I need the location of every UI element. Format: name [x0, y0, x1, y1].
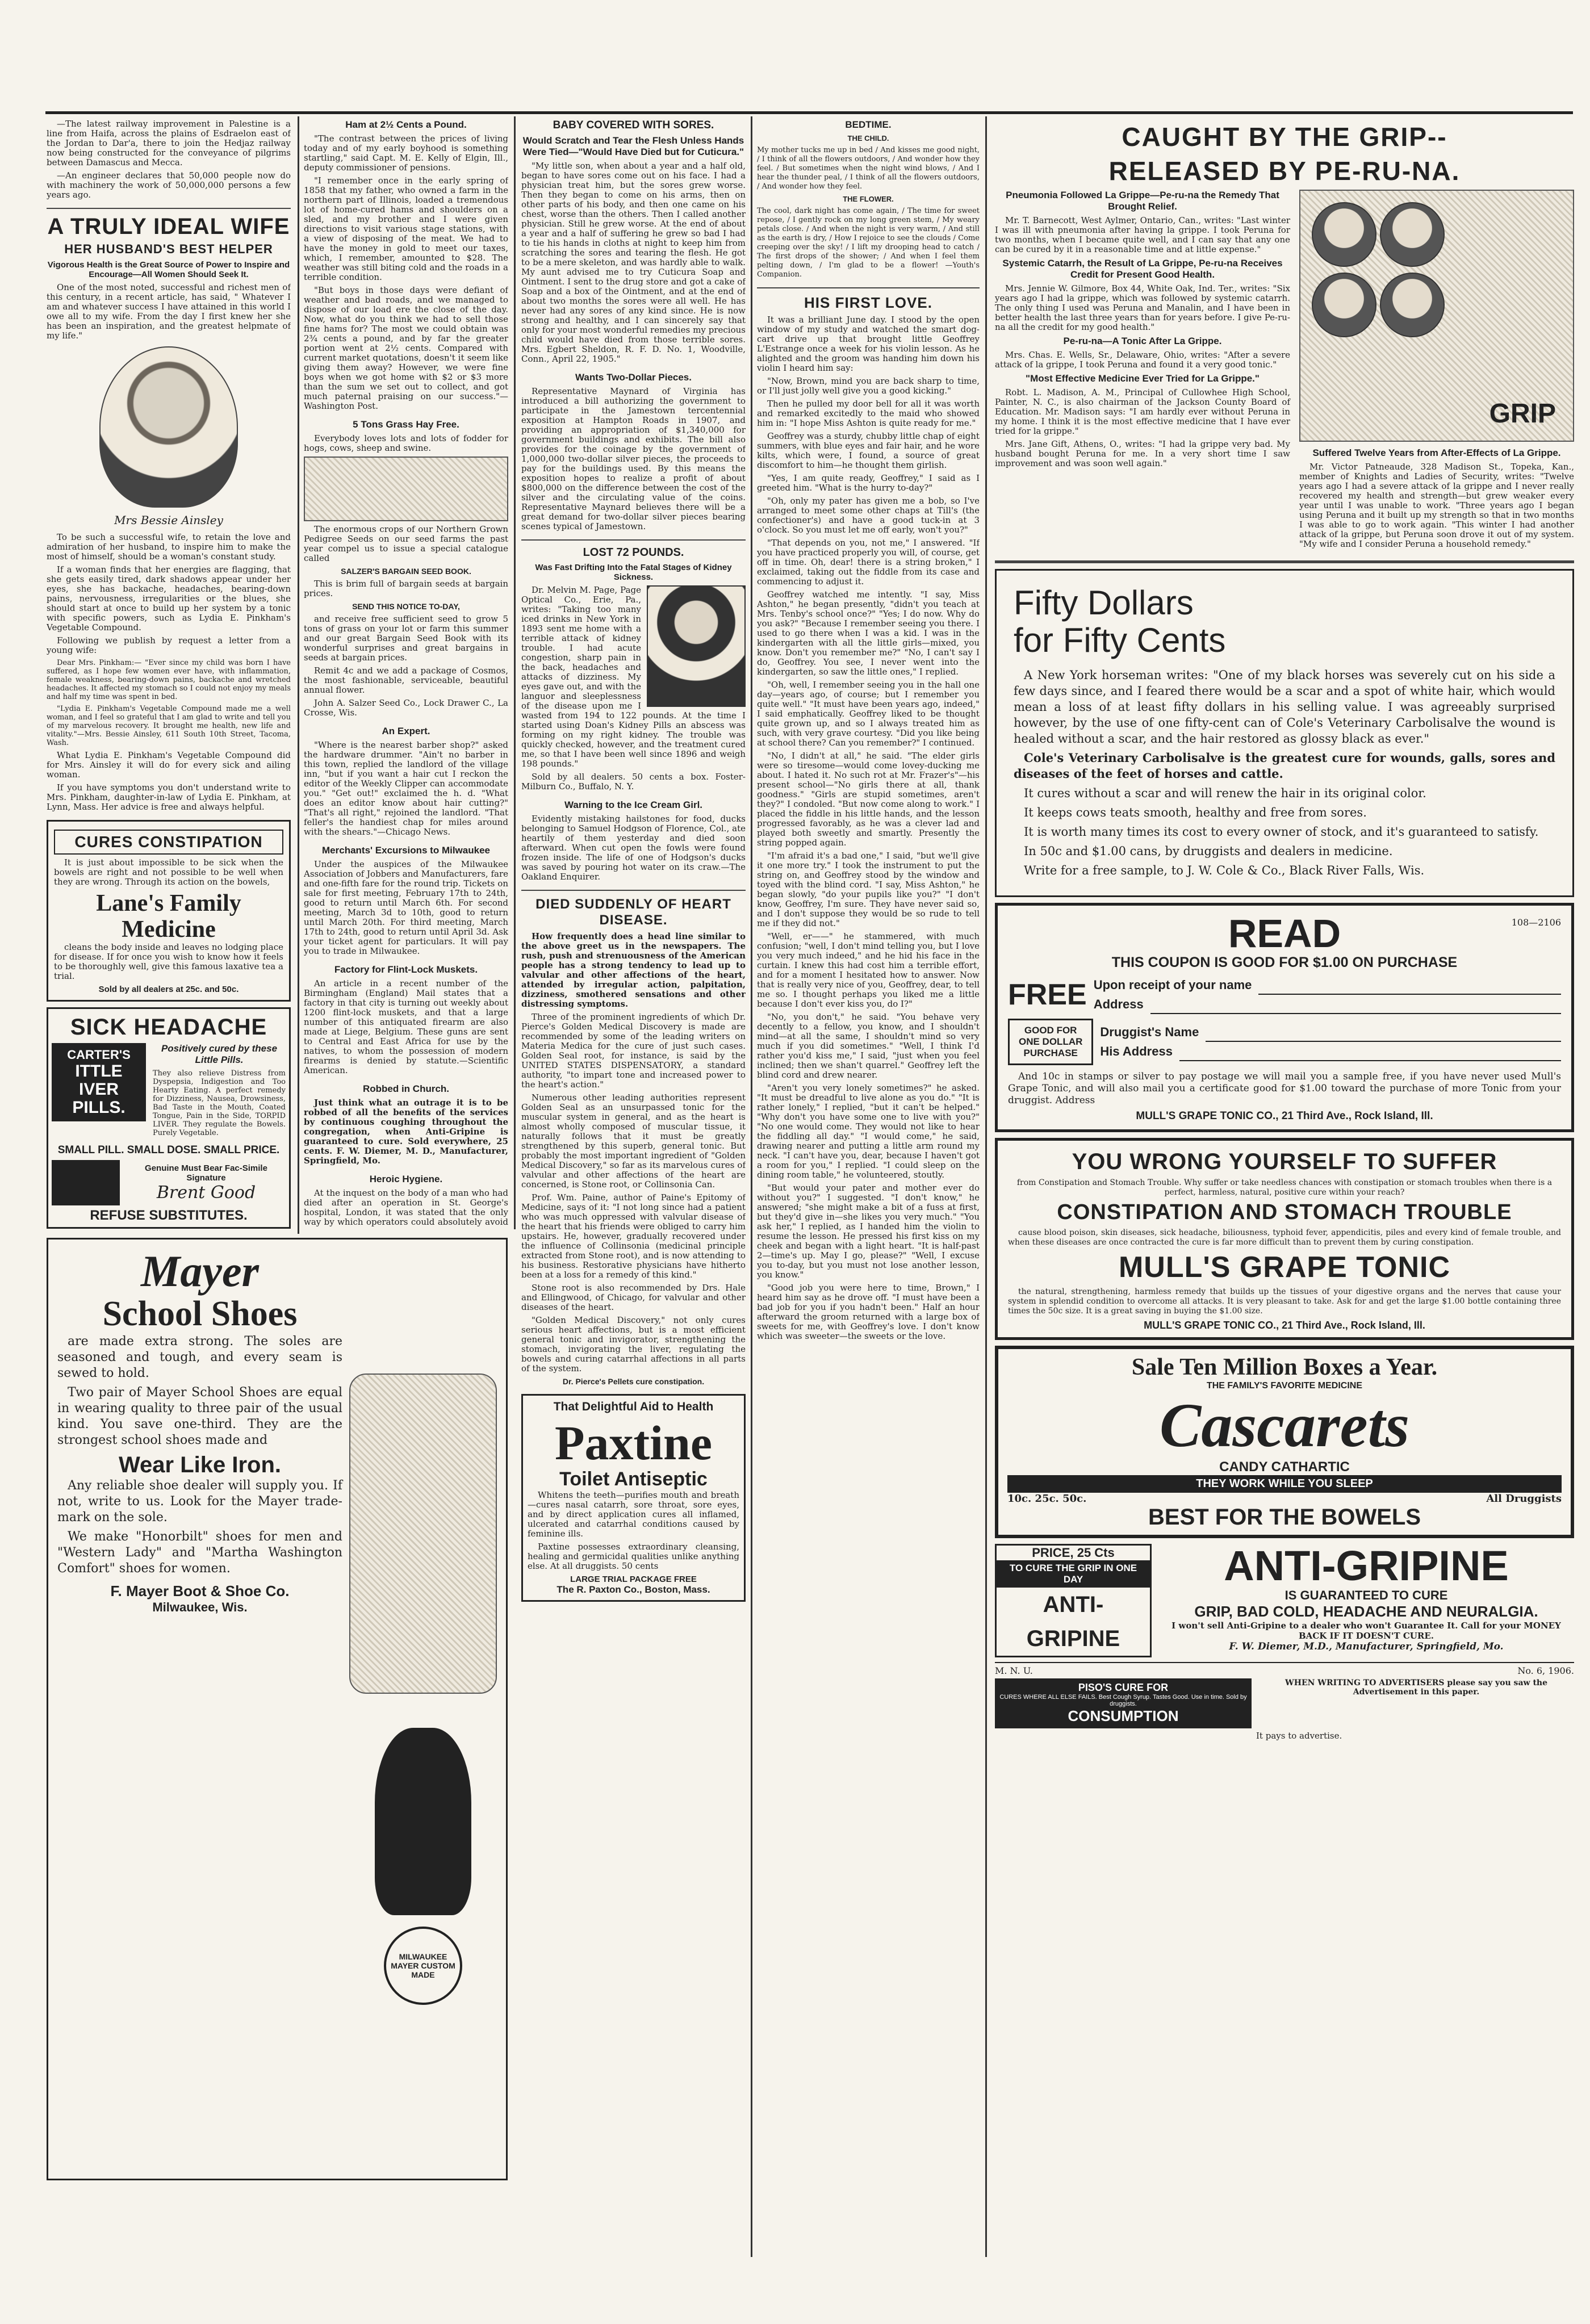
price-text: 10c. 25c. 50c.	[1007, 1493, 1087, 1505]
ad-text: Mr. T. Barnecott, West Aylmer, Ontario, Can., writes: "Last winter I was ill with pneumonia after having la grippe. I took Peruna for two months, when I became quite well, and I can say that any one can be cured by it in a reasonable time and at little expense."	[995, 215, 1290, 254]
poem-title: BEDTIME.	[845, 119, 892, 130]
brand-name: ANTI-GRIPINE	[1026, 1592, 1120, 1651]
divider	[757, 287, 980, 288]
ad-text: And 10c in stamps or silver to pay postage we will mail you a sample free, if you have never used Mull's Grape Tonic, and will also mail you a certificate good for $1.00 toward the purchase of more Tonic from your druggist. Address	[1008, 1071, 1561, 1106]
divider	[995, 560, 1574, 563]
druggist-address-field[interactable]	[1179, 1042, 1561, 1061]
ad-text: Mrs. Jennie W. Gilmore, Box 44, White Oak, Ind. Ter., writes: "Six years ago I had la grippe, which was followed by systemic catarrh. The only thing I used was Peruna and Manalin, and I have been in better health the last three years than for years before. I give Pe-ru-na all the credit for my good health."	[995, 283, 1290, 332]
ad-text: "Lydia E. Pinkham's Vegetable Compound made me a well woman, and I feel so grateful that I am glad to write and tell you of my marvelous recovery. It brought me health, new life and vitality."—Mrs. Bessie Ainsley, 611 South 10th Street, Tacoma, Wash.	[47, 705, 291, 747]
ad-headline: RELEASED BY PE-RU-NA.	[1108, 156, 1461, 186]
ad-tagline: Wear Like Iron.	[118, 1452, 281, 1477]
ad-tagline: LARGE TRIAL PACKAGE FREE	[570, 1575, 697, 1584]
ad-subheadline: Pe-ru-na—A Tonic After La Grippe.	[1063, 336, 1222, 346]
mayer-seal: MILWAUKEE MAYER CUSTOM MADE	[384, 1927, 462, 2005]
ad-text: In 50c and $1.00 cans, by druggists and dealers in medicine.	[1024, 844, 1393, 858]
signature: Brent Good	[156, 1182, 256, 1203]
story-text: "Oh, only my pater has given me a bob, so I've arranged to meet some other chaps at Till's (the confectioner's) and have a good tuck-in at 3 o'clock. So you must let me off early, won't you?"	[757, 496, 980, 535]
ad-text: This is brim full of bargain seeds at bargain prices.	[304, 579, 508, 598]
ad-cascarets	[995, 1346, 1574, 1538]
article-two-dollar	[521, 372, 746, 531]
ad-headline: SICK HEADACHE	[70, 1015, 267, 1040]
ad-headline: ANTI-GRIPINE	[1224, 1542, 1509, 1589]
children-illustration	[349, 1374, 497, 1694]
article-headline: Ham at 2½ Cents a Pound.	[345, 119, 467, 130]
ad-deck: Vigorous Health is the Great Source of Power to Inspire and Encourage—All Women Should Seek It.	[47, 260, 290, 279]
ad-peruna	[995, 122, 1574, 552]
address-field[interactable]	[1150, 995, 1561, 1014]
story-text: "No, I didn't at all," he said. "The elder girls were so tiresome—would come lovey-ducking me about. I hated it. No such rot at Mr. Frazer's"—his present school—"No girls there at all, thank goodness." "Girls are stupid sometimes, aren't they?" I condoled. "But now come along to work." I placed the fiddle in his little hands, and the lesson progressed favorably, as he was a clever lad and played both sweetly and smartly. Presently the string popped again.	[757, 751, 980, 848]
ad-headline: READ	[1228, 911, 1341, 956]
ad-headline: A TRULY IDEAL WIFE	[47, 214, 290, 239]
hay-field-illustration	[304, 457, 508, 521]
story-text: "Aren't you very lonely sometimes?" he asked. "It must be dreadful to live alone as you do." "It is rather lonely," I replied, "but it can't be helped." "Why don't you have some one to live with you?" "No one would come. They would not like to hear the fiddling all day." "I would come," he said, drawing nearer and putting a little arm round my neck. "I can't have you, dear, because I haven't got a room for you," I replied. "I could sleep on the dining room table," he volunteered, stoutly.	[757, 1083, 980, 1180]
ad-headline: BABY COVERED WITH SORES.	[553, 119, 714, 131]
field-label: Druggist's Name	[1100, 1025, 1199, 1039]
ad-text: Sold by all dealers. 50 cents a box. Foster-Milburn Co., Buffalo, N. Y.	[521, 772, 746, 792]
column-rule	[298, 116, 299, 1234]
anti-gripine-box	[995, 1544, 1152, 1657]
ad-pinkham	[47, 215, 291, 812]
poem-text: The cool, dark night has come again, / The time for sweet repose, / I gently rock on my long green stem, / My weary petals close. / And when the night is very warm, / And still as the earth is dry, / How I rejoice to see the clouds / Come creeping over the sky! / I lift my drooping head to catch / The first drops of the shower; / And when I feel them pelting down, / I'm glad to be a flower! —Youth's Companion.	[757, 207, 980, 279]
article-headline: Factory for Flint-Lock Muskets.	[334, 964, 478, 975]
coupon-code: 108—2106	[1511, 917, 1561, 928]
ad-text: They also relieve Distress from Dyspepsia, Indigestion and Too Hearty Eating. A perfect remedy for Dizziness, Nausea, Drowsiness, Bad Taste in the Mouth, Coated Tongue, Pain in the Side, TORPID LIVER. They regulate the Bowels. Purely Vegetable.	[153, 1069, 286, 1137]
column-1	[47, 119, 291, 1232]
story-text: "But would your pater and mother ever do without you?" I suggested. "I don't know," he answered; "she might make a bit of a fuss at first, but they'd give in—she likes you very much." "You ask her," I replied, as I handed him the violin to resume the lesson. He pressed his first kiss on my cheek and began with a light heart. "It is half-past 2—time's up. May I go, please?" "Well, I excuse you to-day, but you must not lose another lesson, you know."	[757, 1183, 980, 1280]
portrait-illustration	[1312, 202, 1376, 267]
ad-piso-cure	[995, 1678, 1574, 1728]
company-name: MULL'S GRAPE TONIC CO., 21 Third Ave., Rock Island, Ill.	[1144, 1320, 1425, 1331]
story-text: "That depends on you, not me," I answered. "If you have practiced properly you will, of course, get off in time. Oh, dear! there is a string broken," I exclaimed, taking out the fiddle from its case and commencing to adjust it.	[757, 538, 980, 587]
ad-text: If you have symptoms you don't understand write to Mrs. Pinkham, daughter-in-law of Lydia E. Pinkham, at Lynn, Mass. Her advice is free and always helpful.	[47, 782, 291, 812]
portrait-illustration	[647, 585, 746, 707]
ad-headline: Sale Ten Million Boxes a Year.	[1131, 1354, 1438, 1380]
article-headline: Heroic Hygiene.	[369, 1174, 443, 1184]
portraits-group	[1312, 202, 1442, 337]
poem-bedtime	[757, 119, 980, 279]
ad-headline: LOST 72 POUNDS.	[583, 546, 684, 559]
ad-subheadline: SALZER'S BARGAIN SEED BOOK.	[341, 567, 471, 576]
brief-text: —An engineer declares that 50,000 people now do with machinery the work of 50,000,000 persons a few years ago.	[47, 170, 291, 200]
piso-logo	[995, 1678, 1252, 1728]
brand-name: Cascarets	[1160, 1391, 1409, 1460]
free-label: FREE	[1008, 978, 1087, 1011]
article-text: Under the auspices of the Milwaukee Association of Jobbers and Manufacturers, fare and one-fifth fare for the round trip. Tickets on sale for first meeting, February 17th to 24th, good to return until March 6th. For second meeting, March 3d to 10th, good to return until March 20th. For third meeting, March 17th to 24th, good to return until April 3d. Ask your ticket agent for particulars. It will pay you to trade in Milwaukee.	[304, 859, 508, 956]
coupon-text: ONE DOLLAR	[1019, 1036, 1083, 1047]
ad-read-coupon	[995, 903, 1574, 1132]
logo-text: CONSUMPTION	[1068, 1707, 1179, 1724]
ad-text: Cole's Veterinary Carbolisalve is the greatest cure for wounds, galls, sores and diseases of the feet of horses and cattle.	[1014, 751, 1555, 781]
article-palestine-railway	[47, 119, 291, 200]
story-text: "I'm afraid it's a bad one," I said, "but we'll give it one more try." I took the instrument to put the string on, and Geoffrey stood by the window and toyed with the blind cord. "I say, Miss Ashton," he began slowly, "do your pupils like you?" "I don't know, Geoffrey, I'm sure. They have never said so, and I don't suppose they would be so rude to tell me if they did not."	[757, 851, 980, 928]
column-rule	[751, 116, 752, 2257]
ad-text: It cures without a scar and will renew the hair in its original color.	[1024, 786, 1426, 800]
ad-text: The enormous crops of our Northern Grown Pedigree Seeds on our seed farms the past year compel us to issue a special catalogue called	[304, 524, 508, 563]
ad-text: Dr. Melvin M. Page, Page Optical Co., Erie, Pa., writes: "Taking too many iced drinks in New York in 1893 sent me home with a terrible attack of kidney trouble. I had acute congestion, sharp pain in the back, headaches and attacks of dizziness. My eyes gave out, and with the languor and sleeplessness of the disease upon me I wasted from 194 to 122 pounds. At the time I started using Doan's Kidney Pills an abscess was forming on my right kidney. The trouble was quickly checked, however, and the treatment cured me, so that I have been well since 1896 and weigh 198 pounds."	[521, 585, 746, 769]
ad-headline: CAUGHT BY THE GRIP--	[1122, 122, 1447, 152]
paper-code: M. N. U.	[995, 1665, 1033, 1676]
ad-text: Mrs. Jane Gift, Athens, O., writes: "I had la grippe very bad. My husband bought Peruna for me. In a very short time I saw improvement and was soon well again."	[995, 439, 1290, 468]
name-field[interactable]	[1258, 975, 1561, 995]
druggist-name-field[interactable]	[1206, 1023, 1561, 1042]
ad-text: It is just about impossible to be sick when the bowels are right and not possible to be well when they are wrong. Through its action on the bowels,	[54, 857, 283, 887]
ad-tagline: BEST FOR THE BOWELS	[1148, 1505, 1421, 1530]
ad-text: I won't sell Anti-Gripine to a dealer who won't Guarantee It. Call for your MONEY BACK IF IT DOESN'T CURE.	[1171, 1620, 1561, 1641]
ad-text: John A. Salzer Seed Co., Lock Drawer C., La Crosse, Wis.	[304, 698, 508, 718]
column-rule	[514, 116, 516, 1229]
boot-icon	[375, 1728, 471, 1915]
ad-text: WHEN WRITING TO ADVERTISERS please say you saw the Advertisement in this paper.	[1285, 1678, 1547, 1697]
carters-logo	[52, 1043, 146, 1121]
ad-text: What Lydia E. Pinkham's Vegetable Compound did for Mrs. Ainsley it will do for every sick and ailing woman.	[47, 750, 291, 780]
poem-text: My mother tucks me up in bed / And kisses me good night, / I think of all the flowers outdoors, / And wonder how they feel. / But sometimes when the night wind blows, / And I hear the thunder peal, / I think of all the flowers outdoors, / And wonder how they feel.	[757, 146, 980, 191]
ad-tagline: THEY WORK WHILE YOU SLEEP	[1007, 1475, 1562, 1493]
ad-tagline: THE FAMILY'S FAVORITE MEDICINE	[1206, 1381, 1363, 1391]
coupon-text: PURCHASE	[1023, 1048, 1078, 1058]
article-text: "I remember once in the early spring of 1858 that my father, who owned a farm in the northern part of Illinois, loaded a tremendous lot of home-cured hams and shoulders on a sled, and my brother and I were given directions to visit various stage stations, with a view of disposing of the meat. We had to have the money in gold to meet our taxes, which, I remember, amounted to $28. The weather was still biting cold and the roads in a terrible condition.	[304, 175, 508, 282]
ad-mulls-grape-tonic	[995, 1138, 1574, 1340]
ad-text: To be such a successful wife, to retain the love and admiration of her husband, to inspire him to make the most of himself, should be a woman's constant study.	[47, 532, 291, 562]
ad-deck: That Delightful Aid to Health	[553, 1400, 714, 1413]
article-flint-muskets	[304, 964, 508, 1075]
field-label: Upon receipt of your name	[1093, 978, 1252, 992]
article-text: Evidently mistaking hailstones for food, ducks belonging to Samuel Hodgson of Florence, Col., ate heartily of them yesterday and died soon afterward. When cut open the fowls were found frozen inside. The life of one of Hodgson's ducks was saved by pouring hot water on its craw.—The Oakland Enquirer.	[521, 814, 746, 882]
story-text: Geoffrey was a sturdy, chubby little chap of eight summers, with blue eyes and fair hair, and he wore kilts, which were, I found, a source of great discomfort to him—he thought them girlish.	[757, 431, 980, 470]
logo-text: PISO'S CURE FOR	[1078, 1682, 1169, 1693]
ad-headline: 5 Tons Grass Hay Free.	[353, 419, 459, 430]
ad-text: from Constipation and Stomach Trouble. Why suffer or take needless chances with constipation or stomach troubles when there is a perfect, harmless, natural, positive cure within your reach?	[1016, 1178, 1553, 1197]
ad-text: Robt. L. Madison, A. M., Principal of Cullowhee High School, Painter, N. C., is also chairman of the Jackson County Board of Education. Mr. Madison says: "I am hardly ever without Peruna in my home. I think it is the most effective medicine that I have ever tried for la grippe."	[995, 387, 1290, 436]
article-headline: An Expert.	[382, 726, 430, 736]
ad-lanes-medicine	[47, 820, 291, 1002]
portrait-illustration	[1312, 273, 1376, 337]
field-label: His Address	[1100, 1044, 1173, 1058]
ad-text: Following we publish by request a letter from a young wife:	[47, 635, 291, 655]
ad-cuticura	[521, 119, 746, 364]
ad-text: Write for a free sample, to J. W. Cole & Co., Black River Falls, Wis.	[1024, 864, 1425, 877]
column-rule	[985, 116, 987, 2257]
story-text: "No, you don't," he said. "You behave very decently to a fellow, you know, and I shouldn't mind—at all the same, I shouldn't mind so very much if you did sometimes." "Well, I think I'd rather you'd kiss me," I said, "just when you feel inclined; then we shan't quarrel." Geoffrey left the blind cord and drew nearer.	[757, 1012, 980, 1080]
divider	[47, 208, 291, 209]
issue-number: No. 6, 1906.	[1517, 1665, 1574, 1676]
ad-subheadline: Positively cured by these Little Pills.	[161, 1043, 278, 1065]
company-city: Milwaukee, Wis.	[152, 1600, 248, 1614]
story-text: Geoffrey watched me intently. "I say, Miss Ashton," he began presently, "didn't you teach at Mrs. Tenby's school once?" "Yes; I do now. Why do you ask?" "Because I remember seeing you there. I used to go there when I was a kid. I was in the kindergarten with all the little girls—mixed, you know. Don't you remember me?" "No, I can't say I do, Geoffrey. You see, I never went into the kindergarten, so saw the little ones," I replied.	[757, 589, 980, 677]
brief-text: —The latest railway improvement in Palestine is a line from Haifa, across the plains of Esdraelon east of the Jordan to Dar'a, there to join the Hedjaz railway now being constructed for the conveyance of pilgrims between Damascus and Mecca.	[47, 119, 291, 168]
column-4	[757, 119, 980, 2266]
coupon-text: GOOD FOR	[1024, 1025, 1077, 1036]
story-text: "Now, Brown, mind you are back sharp to time, or I'll just jolly well give you a good kicking."	[757, 376, 980, 396]
ad-tagline: SMALL PILL. SMALL DOSE. SMALL PRICE.	[57, 1144, 280, 1156]
company-name: F. Mayer Boot & Shoe Co.	[110, 1582, 290, 1599]
article-headline: Merchants' Excursions to Milwaukee	[322, 845, 490, 856]
ad-subheadline: GRIP, BAD COLD, HEADACHE AND NEURALGIA.	[1194, 1603, 1538, 1620]
company-name: The R. Paxton Co., Boston, Mass.	[556, 1584, 710, 1595]
story-text: "Good job you were here to time, Brown," I heard him say as he drove off. "I must have been a bad job for you if you hadn't been." Half an hour afterward the groom returned with a large box of sweets for me, with Geoffrey's love. I don't know which was sweeter—the sweets or the love.	[757, 1283, 980, 1341]
article-text: "Where is the nearest barber shop?" asked the hardware drummer. "Ain't no barber in this town, replied the landlord of the village inn, "but if you want a hair cut I reckon the editor of the Weekly Clipper can accommodate you." "Get out!" exclaimed the h. d. "What does an editor know about hair cutting?" "That's all right," rejoined the landlord. "That feller's the handiest chap for miles around with the shears."—Chicago News.	[304, 740, 508, 837]
ad-subheadline: HER HUSBAND'S BEST HELPER	[64, 242, 273, 256]
ad-text: It is worth many times its cost to every owner of stock, and it's guaranteed to satisfy.	[1024, 825, 1539, 839]
ad-deck: Would Scratch and Tear the Flesh Unless Hands Were Tied—"Would Have Died but for Cuticura."	[522, 135, 744, 157]
ad-text: Mrs. Chas. E. Wells, Sr., Delaware, Ohio, writes: "After a severe attack of la grippe, I took Peruna and found it a very good tonic."	[995, 350, 1290, 370]
ad-text: If a woman finds that her energies are flagging, that she gets easily tired, dark shadows appear under her eyes, she has backache, headaches, bearing-down pains, nervousness, irregularities or the blues, she should start at once to build up her system by a tonic with specific powers, such as Lydia E. Pinkham's Vegetable Compound.	[47, 564, 291, 633]
ad-text: the natural, strengthening, harmless remedy that builds up the tissues of your digestive organs and the nerves that cause your system in splendid condition to overcome all attacks. It is very pleasant to take. Ask for and get the large $1.00 bottle containing three times the 50c size. It is a great saving in buying the $1.00 size.	[1008, 1287, 1561, 1316]
ad-headline: YOU WRONG YOURSELF TO SUFFER	[1072, 1149, 1497, 1174]
footer-note: It pays to advertise.	[1256, 1731, 1342, 1741]
article-text: "But boys in those days were defiant of weather and bad roads, and we managed to dispose of our load ere the close of the day. Now, what do you think we had to sell those fine hams for? The most we could obtain was 2¾ cents a pound, and by far the greater portion went at 2½ cents. Compared with current market quotations, doesn't it seem like giving them away? However, we were fine boys when we got home with $2 or $3 more than the sum we set out to collect, and got much paternal praising on our success."—Washington Post.	[304, 285, 508, 411]
ad-text: Paxtine possesses extraordinary cleansing, healing and germicidal qualities unlike anything else. At all druggists. 50 cents	[528, 1542, 739, 1571]
ad-text: and receive free sufficient seed to grow 5 tons of grass on your lot or farm this summer and our great Bargain Seed Book with its wonderful surprises and great bargains in seeds at bargain prices.	[304, 614, 508, 663]
ad-anti-gripine	[995, 1544, 1574, 1657]
logo-text: CARTER'S	[67, 1048, 131, 1062]
ad-paxtine	[521, 1394, 746, 1602]
article-text: Representative Maynard of Virginia has introduced a bill authorizing the government to participate in the Jamestown tercentennial exposition at Hampton Roads in 1907, and providing an appropriation of $1,340,000 for government buildings and exhibits. The bill also provides for the coinage by the government of 1,000,000 two-dollar silver pieces, the proceeds to pay for the buildings used. By this means the exposition hopes to realize a profit of about $800,000 on the difference between the cost of the silver and the circulating value of the coins. Representative Maynard believes there will be a great demand for two-dollar silver pieces bearing scenes typical of Jamestown.	[521, 386, 746, 531]
article-expert	[304, 726, 508, 837]
portrait-illustration	[1380, 273, 1445, 337]
ad-anti-gripine-church	[304, 1083, 508, 1166]
story-text: Then he pulled my door bell for all it was worth and remarked excitedly to the maid who showed him in: "I hope Miss Ashton is quite ready for me."	[757, 399, 980, 428]
article-text: At the inquest on the body of a man who had died after an operation in St. George's hospital, London, it was stated that the only way by which operators could absolutely avoid	[304, 1188, 508, 1226]
brand-name: Paxtine	[554, 1416, 713, 1470]
ad-headline: CURES CONSTIPATION	[54, 830, 283, 855]
ad-text: Any reliable shoe dealer will supply you. If not, write to us. Look for the Mayer trade-mark on the sole.	[57, 1479, 342, 1525]
article-headline: Wants Two-Dollar Pieces.	[575, 372, 692, 383]
article-text: An article in a recent number of the Birmingham (England) Mail states that a factory in that city is turning out weekly about 1200 flint-lock muskets, and that a large number of this antiquated firearm are also made at Liege, Belgium. These guns are sent to Central and East Africa for use by the natives, to whom the possession of modern firearms is denied by statute.—Scientific American.	[304, 978, 508, 1075]
story-text: "Well, er——" he stammered, with much confusion; "well, I don't mind telling you, but I love you very much indeed," and he hid his face in the curtain. I knew this had cost him a terrible effort, and for a moment I hesitated how to answer. Now that is really very nice of you, Geoffrey, dear, to tell me so. I thought perhaps you liked me a little because I don't ever kiss you, do I?"	[757, 931, 980, 1009]
ad-subheadline: Toilet Antiseptic	[559, 1468, 708, 1490]
ad-text: Mr. Victor Patneaude, 328 Madison St., Topeka, Kan., member of Knights and Ladies of Security, writes: "Twelve years ago I had a severe attack of la grippe and I never really recovered my health and strength—but grew weaker every year until I was unable to work. "Three years ago I began using Peruna and it built up my strength so that in two months I was able to go to work again. "This winter I had another attack of la grippe, but Peruna soon drove it out of my system. "My wife and I consider Peruna a household remedy."	[1299, 462, 1574, 549]
ad-text: Stone root is also recommended by Drs. Hale and Ellingwood, of Chicago, for valvular and other diseases of the heart.	[521, 1283, 746, 1312]
poem-subtitle: THE CHILD.	[847, 134, 889, 143]
ad-text: Remit 4c and we add a package of Cosmos, the most fashionable, serviceable, beautiful annual flower.	[304, 665, 508, 695]
company-name: MULL'S GRAPE TONIC CO., 21 Third Ave., Rock Island, Ill.	[1136, 1110, 1433, 1122]
ad-headline: for Fifty Cents	[1014, 621, 1226, 659]
ad-mayer-shoes	[47, 1238, 508, 2180]
article-heroic-hygiene	[304, 1174, 508, 1226]
ad-text: Just think what an outrage it is to be robbed of all the benefits of the services by continuous coughing throughout the congregation, when Anti-Gripine is guaranteed to cure. Sold everywhere, 25 cents. F. W. Diemer, M. D., Manufacturer, Springfield, Mo.	[304, 1098, 508, 1166]
ad-text: Everybody loves lots and lots of fodder for hogs, cows, sheep and swine.	[304, 433, 508, 453]
story-text: "Oh, well, I remember seeing you in the hall one day—years ago, of course; but I remember you quite well." "It must have been years ago, indeed," I said emphatically. Geoffrey liked to be thought quite grown up, and so I always treated him as such, with very grave courtesy. "Did you like being at school there? Can you remember?" I continued.	[757, 680, 980, 748]
carters-logo-small	[52, 1160, 120, 1205]
ad-subheadline: "Most Effective Medicine Ever Tried for La Grippe."	[1026, 373, 1260, 384]
portrait-illustration	[99, 346, 238, 508]
divider	[521, 539, 746, 541]
brand-name: Lane's Family Medicine	[96, 890, 241, 943]
ad-headline: DIED SUDDENLY OF HEART DISEASE.	[535, 897, 731, 928]
ad-golden-discovery	[521, 897, 746, 1386]
portrait-illustration	[1380, 202, 1445, 267]
article-ice-cream	[521, 799, 746, 882]
story-first-love	[757, 294, 980, 1341]
ad-subheadline: THIS COUPON IS GOOD FOR $1.00 ON PURCHASE	[1111, 954, 1458, 970]
ad-carters-pills	[47, 1007, 291, 1229]
ad-text: cause blood poison, skin diseases, sick headache, biliousness, typhoid fever, appendicitis, piles and every kind of female trouble, and when these diseases are once contracted the cure is far more difficult than to prevent them by curing constipation.	[1008, 1228, 1561, 1247]
ad-text: Two pair of Mayer School Shoes are equal in wearing quality to three pair of the usual kind. You save one-third. They are the strongest school shoes made and	[57, 1385, 342, 1447]
ad-subheadline: IS GUARANTEED TO CURE	[1284, 1588, 1448, 1602]
ad-tagline: REFUSE SUBSTITUTES.	[90, 1208, 248, 1223]
ad-text: "My little son, when about a year and a half old, began to have sores come out on his face. I had a physician treat him, but the sores grew worse. Then they began to come on his arms, then on other parts of his body, and then one came on his chest, worse than the others. Then I called another physician. Still he grew worse. At the end of about a year and a half of suffering he grew so bad I had to tie his hands in cloths at night to keep him from scratching the sores and tearing the flesh. He got to be a mere skeleton, and was hardly able to walk. My aunt advised me to try Cuticura Soap and Ointment. I sent to the drug store and got a cake of Soap and a box of the Ointment, and at the end of about two months the sores were all well. He has never had any sores of any kind since. He is now strong and healthy, and I can sincerely say that only for your most wonderful remedies my precious child would have died from those terrible sores. Mrs. Egbert Sheldon, R. F. D. No. 1, Woodville, Conn., April 22, 1905."	[521, 161, 746, 364]
ad-text: One of the most noted, successful and richest men of this century, in a recent article, has said, " Whatever I am and whatever success I have attained in this world I owe all to my wife. From the day I first knew her she has been an inspiration, and the greatest helpmate of my life."	[47, 282, 291, 341]
brand-name: MULL'S GRAPE TONIC	[1118, 1251, 1451, 1284]
ad-headline: CONSTIPATION AND STOMACH TROUBLE	[1057, 1200, 1512, 1224]
article-ham-prices	[304, 119, 508, 411]
top-rule	[45, 111, 1573, 114]
company-name: F. W. Diemer, M.D., Manufacturer, Springfield, Mo.	[1229, 1641, 1504, 1652]
field-label: Address	[1093, 997, 1144, 1011]
ad-text: Genuine Must Bear Fac-Simile Signature	[145, 1163, 267, 1183]
ad-text: "Golden Medical Discovery," not only cures serious heart affections, but is a most efficient general tonic and invigorator, strengthening the stomach, invigorating the liver, regulating the bowels and curing catarrhal affections in all parts of the system.	[521, 1315, 746, 1374]
ad-text: How frequently does a head line similar to the above greet us in the newspapers. The rush, push and strenuousness of the American people has a strong tendency to lead up to valvular and other affections of the heart, attended by irregular action, palpitation, dizziness, smothered sensations and other distressing symptoms.	[521, 931, 746, 1009]
story-text: "Yes, I am quite ready, Geoffrey," I said as I greeted him. "What is the hurry to-day?"	[757, 473, 980, 493]
ad-price-note: Sold by all dealers at 25c. and 50c.	[98, 985, 239, 994]
brand-name: Mayer	[141, 1246, 259, 1296]
ad-coles-carbolisalve	[995, 569, 1574, 897]
grip-illustration	[1299, 190, 1574, 442]
ad-text: Prof. Wm. Paine, author of Paine's Epitomy of Medicine, says of it: "I not long since had a patient who was much oppressed with valvular disease of the heart that his friends were obliged to carry him upstairs. He, however, gradually recovered under the influence of Collinsonia (medicinal principle extracted from Stone root), and is now attending to his business. Restorative physicians have hitherto been at a loss for a remedy of this kind."	[521, 1192, 746, 1280]
ad-text: are made extra strong. The soles are seasoned and tough, and every seam is sewed to hold.	[57, 1334, 342, 1380]
ad-salzer-seed	[304, 419, 508, 718]
article-headline: Warning to the Ice Cream Girl.	[564, 799, 703, 810]
ad-text: We make "Honorbilt" shoes for men and "Western Lady" and "Martha Washington Comfort" shoes for women.	[57, 1530, 342, 1576]
ad-text: It keeps cows teats smooth, healthy and free from sores.	[1024, 806, 1367, 819]
grip-label: GRIP	[1489, 399, 1556, 429]
logo-text: ITTLE IVER PILLS.	[72, 1062, 125, 1117]
ad-text: Dear Mrs. Pinkham:— "Ever since my child was born I have suffered, as I hope few women ever have, with inflammation, female weakness, bearing-down pains, backache and wretched headaches. It affected my stomach so I could not enjoy my meals and half my time was spent in bed.	[47, 659, 291, 701]
story-headline: HIS FIRST LOVE.	[804, 294, 932, 311]
story-text: It was a brilliant June day. I stood by the open window of my study and watched the smart dog-cart drive up that brought little Geoffrey L'Estrange once a week for his violin lesson. As he alighted and the groom was handing him down his violin I heard him say:	[757, 315, 980, 373]
ad-text: All Druggists	[1486, 1493, 1562, 1505]
ad-tagline: Dr. Pierce's Pellets cure constipation.	[562, 1377, 705, 1386]
ad-text: Whitens the teeth—purifies mouth and breath—cures nasal catarrh, sore throat, sore eyes, and by direct application cures all inflamed, ulcerated and catarrhal conditions caused by feminine ills.	[528, 1490, 739, 1539]
ad-deck: Was Fast Drifting Into the Fatal Stages of Kidney Sickness.	[535, 563, 732, 582]
column-5	[995, 119, 1574, 2277]
ad-subheadline: SEND THIS NOTICE TO-DAY,	[352, 602, 460, 611]
ad-subheadline: Pneumonia Followed La Grippe—Pe-ru-na the Remedy That Brought Relief.	[1006, 190, 1279, 212]
ad-text: cleans the body inside and leaves no lodging place for disease. If for once you wish to know how it feels to be thoroughly well, give this famous laxative tea a trial.	[54, 942, 283, 981]
footer-line	[995, 1662, 1574, 1676]
ad-headline: School Shoes	[102, 1295, 298, 1333]
ad-tagline: TO CURE THE GRIP IN ONE DAY	[997, 1560, 1150, 1588]
ad-headline: Fifty Dollars	[1014, 584, 1194, 622]
portrait-caption: Mrs Bessie Ainsley	[114, 513, 223, 527]
logo-text: CURES WHERE ALL ELSE FAILS. Best Cough Syrup. Tastes Good. Use in time. Sold by druggists.	[999, 1694, 1247, 1707]
column-2	[304, 119, 508, 1226]
divider	[521, 890, 746, 891]
ad-doans-pills	[521, 546, 746, 792]
ad-headline: Robbed in Church.	[362, 1083, 450, 1094]
column-3	[521, 119, 746, 2266]
poem-subtitle: THE FLOWER.	[843, 195, 894, 203]
ad-text: Numerous other leading authorities represent Golden Seal as an unsurpassed tonic for the muscular system in general, and as the heart is almost wholly composed of muscular tissue, it naturally follows that it must be greatly strengthened by this superb, general tonic. But probably the most important ingredient of "Golden Medical Discovery," so far as its marvelous cures of valvular and other affections of the heart are concerned, is Stone root, or Collinsonia Can.	[521, 1092, 746, 1190]
ad-subheadline: Systemic Catarrh, the Result of La Grippe, Pe-ru-na Receives Credit for Present Good Health.	[1002, 258, 1283, 280]
ad-subheadline: CANDY CATHARTIC	[1219, 1459, 1350, 1475]
article-excursions	[304, 845, 508, 956]
ad-subheadline: Suffered Twelve Years from After-Effects of La Grippe.	[1312, 447, 1561, 458]
ad-text: A New York horseman writes: "One of my black horses was severely cut on his side a few days since, and I feared there would be a scar and a spot of white hair, which would mean a loss of at least fifty dollars in his selling value. I was agreeably surprised however, by the use of one fifty-cent can of Cole's Veterinary Carbolisalve the wound is healed without a scar, and the hair restored as glossy black as ever."	[1014, 668, 1555, 746]
price-text: PRICE, 25 Cts	[1032, 1546, 1115, 1560]
article-text: "The contrast between the prices of living today and of my early boyhood is something startling," said Capt. M. E. Kelly of Elgin, Ill., deputy commissioner of pensions.	[304, 133, 508, 173]
coupon-box	[1008, 1019, 1093, 1065]
ad-text: Three of the prominent ingredients of which Dr. Pierce's Golden Medical Discovery is made are recommended by some of the leading writers on Materia Medica for the cure of just such cases. Golden Seal root, for instance, is said by the UNITED STATES DISPENSATORY, a standard authority, "to impart tone and increased power to the heart's action."	[521, 1012, 746, 1090]
